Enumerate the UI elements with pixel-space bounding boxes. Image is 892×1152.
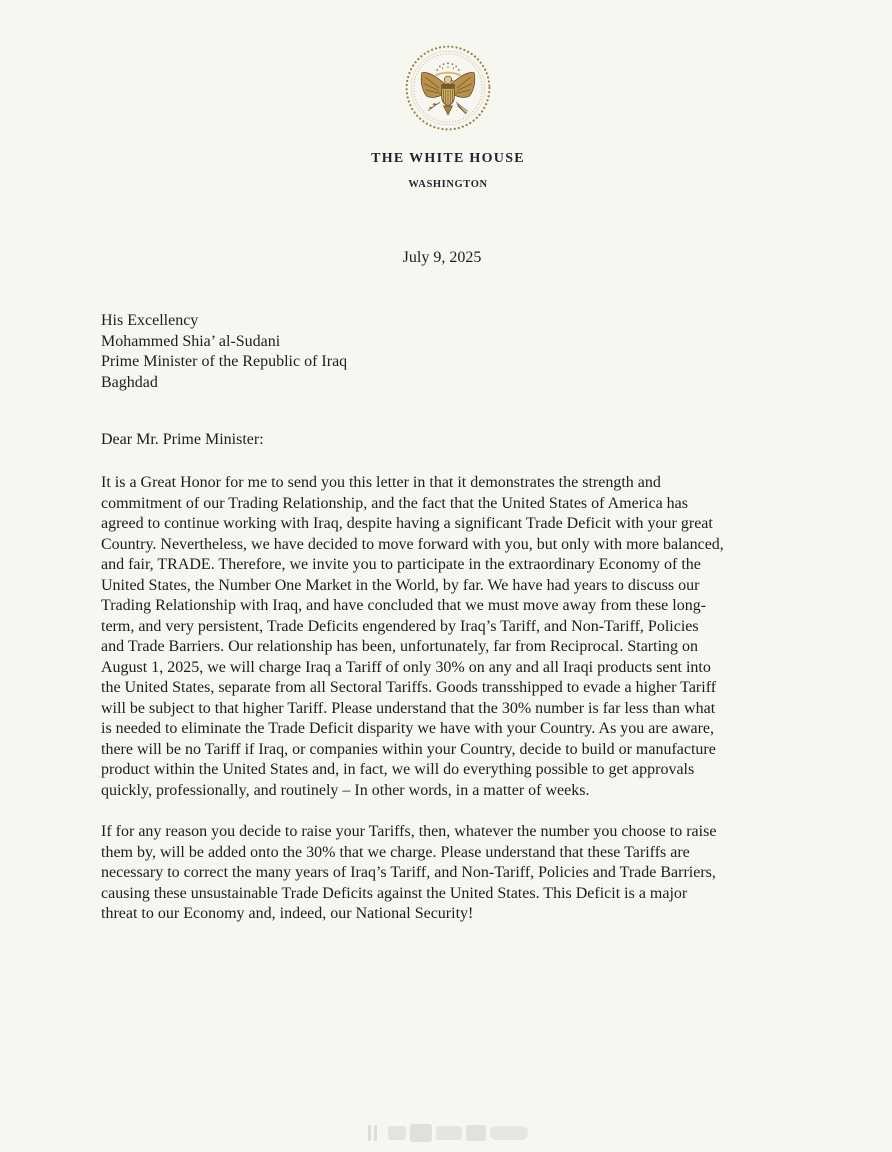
body-line: causing these unsustainable Trade Deficits against the United States. This Deficit is a major bbox=[101, 884, 688, 902]
body-paragraph-1 bbox=[101, 473, 724, 801]
body-line: Trading Relationship with Iraq, and have concluded that we must move away from these long- bbox=[101, 597, 707, 614]
presidential-seal-icon bbox=[403, 43, 493, 133]
body-line: term, and very persistent, Trade Deficits engendered by Iraq’s Tariff, and Non-Tariff, Policies bbox=[101, 617, 699, 635]
seal-glory-stars bbox=[436, 62, 459, 71]
watermark bbox=[364, 1120, 534, 1146]
salutation: Dear Mr. Prime Minister: bbox=[101, 431, 264, 448]
body-line: the United States, separate from all Sectoral Tariffs. Goods transshipped to evade a higher Tariff bbox=[101, 679, 717, 696]
body-line: commitment of our Trading Relationship, and the fact that the United States of America has bbox=[101, 494, 688, 512]
body-line: there will be no Tariff if Iraq, or companies within your Country, decide to build or manufacture bbox=[101, 740, 716, 758]
letter-date: July 9, 2025 bbox=[402, 249, 482, 266]
body-line: necessary to correct the many years of Iraq’s Tariff, and Non-Tariff, Policies and Trade Barriers, bbox=[101, 864, 716, 881]
body-line: is needed to eliminate the Trade Deficit disparity we have with your Country. As you are aware, bbox=[101, 720, 715, 737]
body-line: August 1, 2025, we will charge Iraq a Tariff of only 30% on any and all Iraqi products sent into bbox=[101, 658, 711, 676]
body-line: United States, the Number One Market in the World, by far. We have had years to discuss our bbox=[101, 576, 700, 594]
seal-arrows bbox=[456, 102, 468, 114]
body-line: and fair, TRADE. Therefore, we invite you to participate in the extraordinary Economy of the bbox=[101, 556, 701, 573]
body-line: them by, will be added onto the 30% that we charge. Please understand that these Tariffs are bbox=[101, 843, 690, 861]
body-paragraph-2 bbox=[101, 822, 716, 925]
recipient-line: Baghdad bbox=[101, 373, 158, 391]
body-line: quickly, professionally, and routinely – In other words, in a matter of weeks. bbox=[101, 781, 590, 799]
letterhead-title: THE WHITE HOUSE bbox=[371, 151, 525, 166]
body-line: agreed to continue working with Iraq, despite having a significant Trade Deficit with your great bbox=[101, 515, 713, 532]
body-line: product within the United States and, in fact, we will do everything possible to get approvals bbox=[101, 761, 695, 778]
body-line: will be subject to that higher Tariff. Please understand that the 30% number is far less than what bbox=[101, 699, 716, 717]
seal-olive-branch bbox=[428, 102, 440, 110]
recipient-line: Mohammed Shia’ al-Sudani bbox=[101, 332, 281, 350]
body-line: It is a Great Honor for me to send you this letter in that it demonstrates the strength and bbox=[101, 474, 661, 491]
recipient-address bbox=[101, 311, 347, 393]
seal-shield bbox=[442, 84, 455, 106]
body-line: Country. Nevertheless, we have decided to move forward with you, but only with more balanced, bbox=[101, 535, 724, 553]
letterhead-subtitle: WASHINGTON bbox=[408, 179, 488, 190]
recipient-line: Prime Minister of the Republic of Iraq bbox=[101, 353, 348, 370]
body-line: and Trade Barriers. Our relationship has been, unfortunately, far from Reciprocal. Starting on bbox=[101, 638, 699, 655]
recipient-line: His Excellency bbox=[101, 312, 199, 329]
body-line: threat to our Economy and, indeed, our National Security! bbox=[101, 905, 474, 922]
body-line: If for any reason you decide to raise your Tariffs, then, whatever the number you choose to raise bbox=[101, 823, 717, 840]
